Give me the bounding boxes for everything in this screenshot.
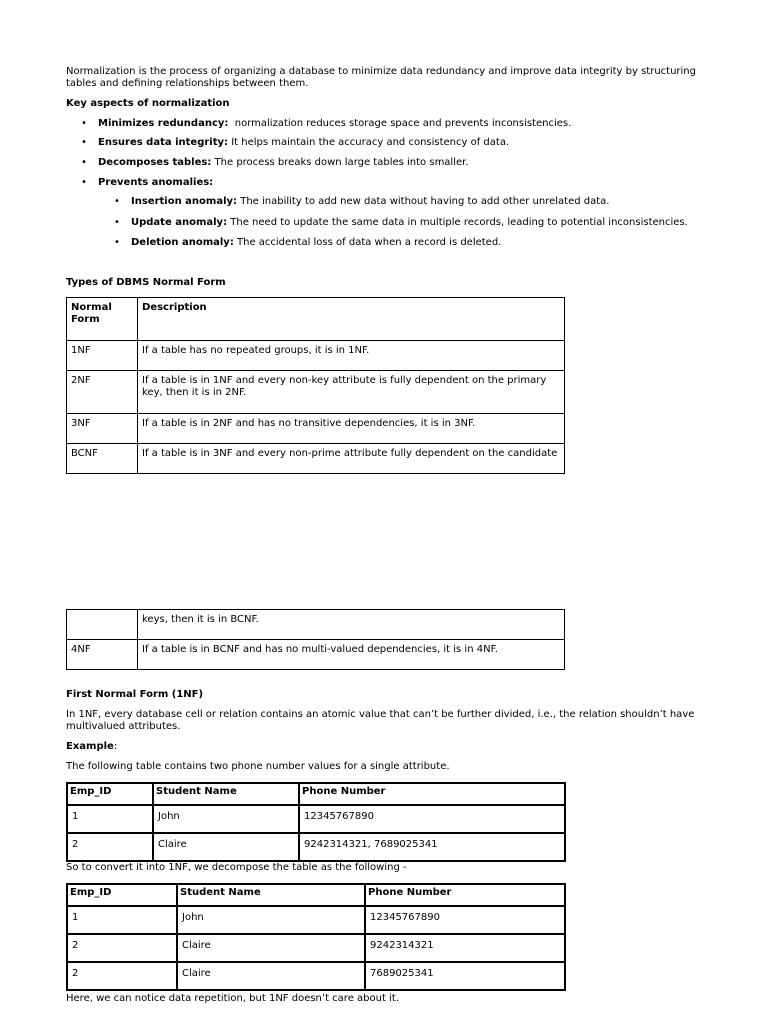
table-row: [67, 934, 565, 962]
table-header-row: [67, 884, 565, 906]
cell: John: [153, 805, 299, 833]
list-item: Insertion anomaly: The inability to add new data without having to add other unrelated data.: [131, 196, 610, 207]
table-row: [67, 805, 565, 833]
list-item: Deletion anomaly: The accidental loss of data when a record is deleted.: [131, 237, 502, 248]
intro-paragraph: Normalization is the process of organizing a database to minimize data redundancy and improve data integrity by structuring tables and defining relationships between them.: [66, 66, 696, 89]
phone-table-original: [66, 782, 566, 862]
list-item: Prevents anomalies:: [98, 177, 214, 188]
bullet-icon: •: [114, 217, 120, 228]
table-header-row: [67, 298, 565, 341]
cell: Claire: [177, 962, 365, 990]
header-phone-number: Phone Number: [299, 783, 565, 805]
table-row: [67, 414, 565, 444]
cell: 2: [67, 833, 153, 861]
header-emp-id: Emp_ID: [67, 783, 153, 805]
cell: 4NF: [67, 640, 138, 670]
first-nf-paragraph: In 1NF, every database cell or relation contains an atomic value that can’t be further divided, i.e., the relation shouldn’t have multivalued attributes.: [66, 709, 695, 732]
bullet-icon: •: [81, 118, 87, 129]
table-header-row: [67, 783, 565, 805]
cell: [67, 610, 138, 640]
cell: 1: [67, 805, 153, 833]
cell: 7689025341: [365, 962, 565, 990]
table-row: [67, 371, 565, 414]
table-row: [67, 610, 565, 640]
example-paragraph: The following table contains two phone number values for a single attribute.: [66, 761, 450, 772]
cell: John: [177, 906, 365, 934]
list-item: Update anomaly: The need to update the same data in multiple records, leading to potential inconsistencies.: [131, 217, 688, 228]
header-emp-id: Emp_ID: [67, 884, 177, 906]
cell: If a table is in BCNF and has no multi-valued dependencies, it is in 4NF.: [138, 640, 565, 670]
key-aspects-heading: Key aspects of normalization: [66, 98, 230, 109]
cell: 9242314321, 7689025341: [299, 833, 565, 861]
list-item: Ensures data integrity: It helps maintain the accuracy and consistency of data.: [98, 137, 510, 148]
table-row: [67, 833, 565, 861]
cell: Claire: [153, 833, 299, 861]
header-normal-form: Normal Form: [67, 298, 138, 341]
table-row: [67, 962, 565, 990]
header-description: Description: [138, 298, 565, 341]
bullet-icon: •: [81, 137, 87, 148]
types-heading: Types of DBMS Normal Form: [66, 277, 226, 288]
cell: 3NF: [67, 414, 138, 444]
cell: Claire: [177, 934, 365, 962]
cell: 2NF: [67, 371, 138, 414]
cell: If a table is in 1NF and every non-key attribute is fully dependent on the primary key, then it is in 2NF.: [138, 371, 565, 414]
cell: 9242314321: [365, 934, 565, 962]
list-item: Decomposes tables: The process breaks down large tables into smaller.: [98, 157, 469, 168]
normal-forms-table: [66, 297, 565, 474]
header-phone-number: Phone Number: [365, 884, 565, 906]
cell: 1: [67, 906, 177, 934]
table-row: [67, 906, 565, 934]
cell: 1NF: [67, 341, 138, 371]
table-row: [67, 640, 565, 670]
cell: If a table is in 2NF and has no transitive dependencies, it is in 3NF.: [138, 414, 565, 444]
bullet-icon: •: [81, 177, 87, 188]
table-row: [67, 341, 565, 371]
bullet-icon: •: [81, 157, 87, 168]
phone-table-1nf: [66, 883, 566, 991]
cell: If a table has no repeated groups, it is in 1NF.: [138, 341, 565, 371]
cell: 12345767890: [365, 906, 565, 934]
first-nf-heading: First Normal Form (1NF): [66, 689, 204, 700]
cell: 2: [67, 962, 177, 990]
closing-paragraph: Here, we can notice data repetition, but 1NF doesn’t care about it.: [66, 993, 399, 1004]
cell: keys, then it is in BCNF.: [138, 610, 565, 640]
cell: 2: [67, 934, 177, 962]
bullet-icon: •: [114, 237, 120, 248]
example-label: Example:: [66, 741, 118, 752]
cell: If a table is in 3NF and every non-prime attribute fully dependent on the candidate: [138, 444, 565, 474]
table-row: [67, 444, 565, 474]
convert-paragraph: So to convert it into 1NF, we decompose the table as the following -: [66, 862, 407, 873]
header-student-name: Student Name: [153, 783, 299, 805]
cell: BCNF: [67, 444, 138, 474]
list-item: Minimizes redundancy: normalization reduces storage space and prevents inconsistencies.: [98, 118, 572, 129]
cell: 12345767890: [299, 805, 565, 833]
header-student-name: Student Name: [177, 884, 365, 906]
normal-forms-table-continued: [66, 609, 565, 670]
bullet-icon: •: [114, 196, 120, 207]
